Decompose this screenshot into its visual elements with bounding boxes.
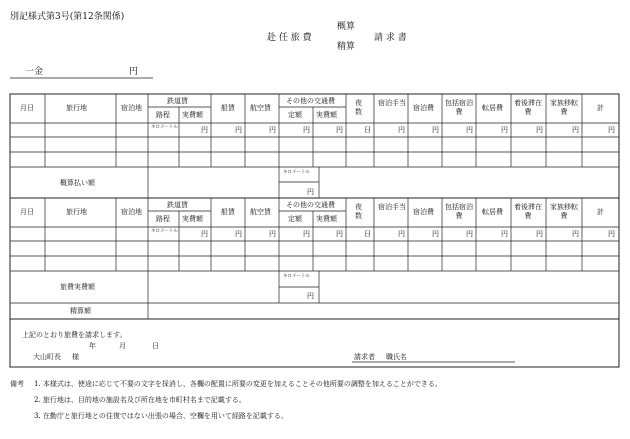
title-upper: 概算 [337,22,356,32]
header-lodging-fee: 宿泊費 [413,104,434,112]
unit-night: 日 [364,230,371,238]
notes-label: 備考 [10,380,24,388]
header-relocation: 転居費 [482,104,503,112]
unit-yen: 円 [307,188,314,196]
request-date-year: 年 [89,342,96,350]
title-main: 赴 任 旅 費 [267,33,312,43]
header-nights: 夜数 [355,203,362,220]
header-date: 月日 [20,208,34,216]
unit-yen: 円 [501,126,508,134]
unit-km: キロメートル [151,229,178,234]
header-fixed: 定額 [288,111,302,119]
request-date-month: 月 [119,342,126,350]
note-item: 2. 旅行地は、目的地の施設名及び所在地を市町村名まで記載する。 [34,396,246,404]
header-actual: 実費額 [182,111,203,119]
header-package: 包括宿泊費 [445,203,473,220]
unit-yen: 円 [235,230,242,238]
unit-yen: 円 [303,126,310,134]
unit-yen: 円 [466,230,473,238]
header-fixed: 定額 [288,215,302,223]
unit-yen: 円 [303,230,310,238]
header-lodging-place: 宿泊地 [121,208,142,216]
unit-yen: 円 [269,230,276,238]
request-position-name: 職氏名 [386,353,407,361]
unit-night: 日 [364,126,371,134]
header-nights: 夜数 [355,99,362,116]
header-air: 航空賃 [250,208,271,216]
header-other-transport: その他の交通費 [286,201,335,209]
unit-yen: 円 [336,126,343,134]
unit-yen: 円 [608,230,615,238]
unit-yen: 円 [432,230,439,238]
unit-yen: 円 [398,230,405,238]
unit-yen: 円 [398,126,405,134]
header-route: 路程 [156,215,170,223]
unit-km: キロメートル [283,274,310,279]
unit-yen: 円 [201,126,208,134]
amount-prefix: 一金 [25,67,44,77]
header-lodging-fee: 宿泊費 [413,208,434,216]
note-item: 3. 在勤庁と旅行地との往復ではない出張の場合、空欄を用いて経路を記載する。 [34,412,288,420]
header-relocation: 転居費 [482,208,503,216]
header-railway: 鉄道賃 [167,97,188,105]
header-other-transport: その他の交通費 [286,97,335,105]
header-total: 計 [597,208,604,216]
request-requester: 請求者 [354,353,375,361]
request-statement: 上記のとおり旅費を請求します。 [22,331,127,339]
header-railway: 鉄道賃 [167,201,188,209]
header-other-actual: 実費額 [316,215,337,223]
header-other-actual: 実費額 [316,111,337,119]
unit-yen: 円 [235,126,242,134]
header-lodging-allowance: 宿泊手当 [378,99,406,107]
header-lodging-place: 宿泊地 [121,104,142,112]
header-arrival-stay: 着後滞在費 [514,99,542,116]
unit-yen: 円 [536,126,543,134]
row-actual-expense: 旅費実費額 [60,283,95,291]
amount-unit: 円 [129,67,139,77]
header-actual: 実費額 [182,215,203,223]
title-suffix: 請 求 書 [374,33,407,43]
unit-yen: 円 [572,126,579,134]
unit-yen: 円 [501,230,508,238]
request-honorific: 様 [72,353,79,361]
form-number: 別記様式第3号(第12条関係) [10,12,125,22]
unit-yen: 円 [572,230,579,238]
title-lower: 精算 [337,42,356,52]
header-route: 路程 [156,111,170,119]
unit-yen: 円 [466,126,473,134]
request-addressee: 大山町長 [33,353,61,361]
unit-yen: 円 [536,230,543,238]
header-date: 月日 [20,104,34,112]
header-lodging-allowance: 宿泊手当 [378,203,406,211]
unit-km: キロメートル [283,170,310,175]
unit-yen: 円 [269,126,276,134]
row-estimate-paid: 概算払い額 [60,179,95,187]
header-package: 包括宿泊費 [445,99,473,116]
header-air: 航空賃 [250,104,271,112]
unit-yen: 円 [608,126,615,134]
unit-km: キロメートル [151,125,178,130]
header-ship: 船賃 [221,208,235,216]
header-arrival-stay: 着後滞在費 [514,203,542,220]
unit-yen: 円 [336,230,343,238]
note-item: 1. 本様式は、使途に応じて不要の文字を採消し、各欄の配置に所要の変更を加えることその他所要の調整を加えることができる。 [34,380,442,388]
header-ship: 船賃 [221,104,235,112]
unit-yen: 円 [432,126,439,134]
header-destination: 旅行地 [66,104,87,112]
unit-yen: 円 [307,292,314,300]
unit-yen: 円 [201,230,208,238]
header-total: 計 [597,104,604,112]
header-family: 家族移転費 [550,203,578,220]
header-destination: 旅行地 [66,208,87,216]
row-settlement: 精算額 [70,307,91,315]
request-date-day: 日 [152,342,159,350]
header-family: 家族移転費 [550,99,578,116]
